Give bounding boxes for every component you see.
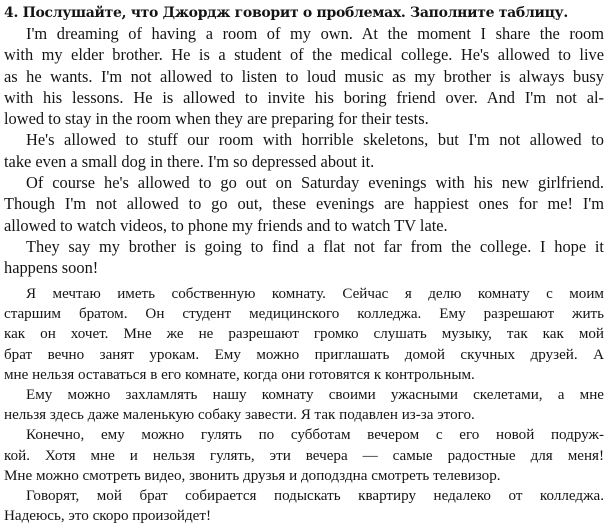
english-paragraph: [4, 172, 604, 236]
english-text-line: allowed to watch videos, to phone my friends and to watch TV late.: [4, 215, 448, 235]
english-paragraph: [4, 23, 604, 129]
english-text-line: They say my brother is going to find a flat not far from the college. I hope it: [26, 236, 604, 256]
english-text-line: He's allowed to stuff our room with horrible skeletons, but I'm not allowed to: [26, 130, 604, 150]
russian-text-line: Ему можно захламлять нашу комнату своими ужасными скелетами, а мне: [26, 387, 604, 404]
english-text-line: take even a small dog in there. I'm so depressed about it.: [4, 151, 375, 171]
english-paragraph: [4, 236, 604, 279]
russian-text-line: как он хочет. Мне же не разрешают громко слушать музыку, так как мой: [4, 326, 604, 343]
russian-text-line: старшим братом. Он студент медицинского колледжа. Ему разрешают жить: [4, 306, 604, 323]
english-text-line: Of course he's allowed to go out on Saturday evenings with his new girlfriend.: [26, 173, 604, 193]
russian-paragraph: [4, 425, 604, 486]
russian-text-line: Я мечтаю иметь собственную комнату. Сейчас я делю комнату с моим: [26, 286, 604, 302]
english-text-line: Though I'm not allowed to go out, these evenings are happiest ones for me! I'm: [4, 194, 604, 214]
russian-text-line: Конечно, ему можно гулять по субботам вечером с его новой подруж-: [26, 427, 604, 444]
russian-text-line: Говорят, мой брат собирается подыскать квартиру недалеко от колледжа.: [26, 488, 604, 505]
russian-translation: [4, 284, 604, 526]
english-text-line: as he wants. I'm not allowed to listen to loud music as my brother is always busy: [4, 66, 604, 86]
english-text: [4, 23, 604, 279]
english-text-line: with his lessons. He is allowed to invite his boring friend over. And I'm not al-: [4, 87, 604, 107]
english-text-line: I'm dreaming of having a room of my own. At the moment I share the room: [26, 24, 604, 43]
russian-paragraph: [4, 486, 604, 526]
english-text-line: lowed to stay in the room when they are preparing for their tests.: [4, 109, 429, 129]
russian-text-line: мне нельзя оставаться в его комнате, когда они готовятся к контрольным.: [4, 366, 475, 383]
russian-text-line: Мне можно смотреть видео, звонить друзья и доподздна смотреть телевизор.: [4, 467, 501, 484]
english-text-line: happens soon!: [4, 258, 99, 278]
english-text-line: with my elder brother. He is a student of the medical college. He's allowed to live: [4, 45, 604, 65]
russian-text-line: кой. Хотя мне и нельзя гулять, эти вечера — самые радостные для меня!: [4, 447, 604, 464]
russian-text-line: брат вечно занят урокам. Ему можно приглашать домой скучных друзей. А: [4, 346, 604, 363]
russian-text-line: Надеюсь, это скоро произойдет!: [4, 508, 212, 525]
russian-paragraph: [4, 284, 604, 385]
task-heading: 4. Послушайте, что Джордж говорит о проблемах. Заполните таблицу.: [4, 5, 568, 21]
english-paragraph: [4, 129, 604, 172]
russian-text-line: нельзя здесь даже маленькую собаку завести. Я так подавлен из-за этого.: [4, 407, 475, 424]
russian-paragraph: [4, 385, 604, 425]
